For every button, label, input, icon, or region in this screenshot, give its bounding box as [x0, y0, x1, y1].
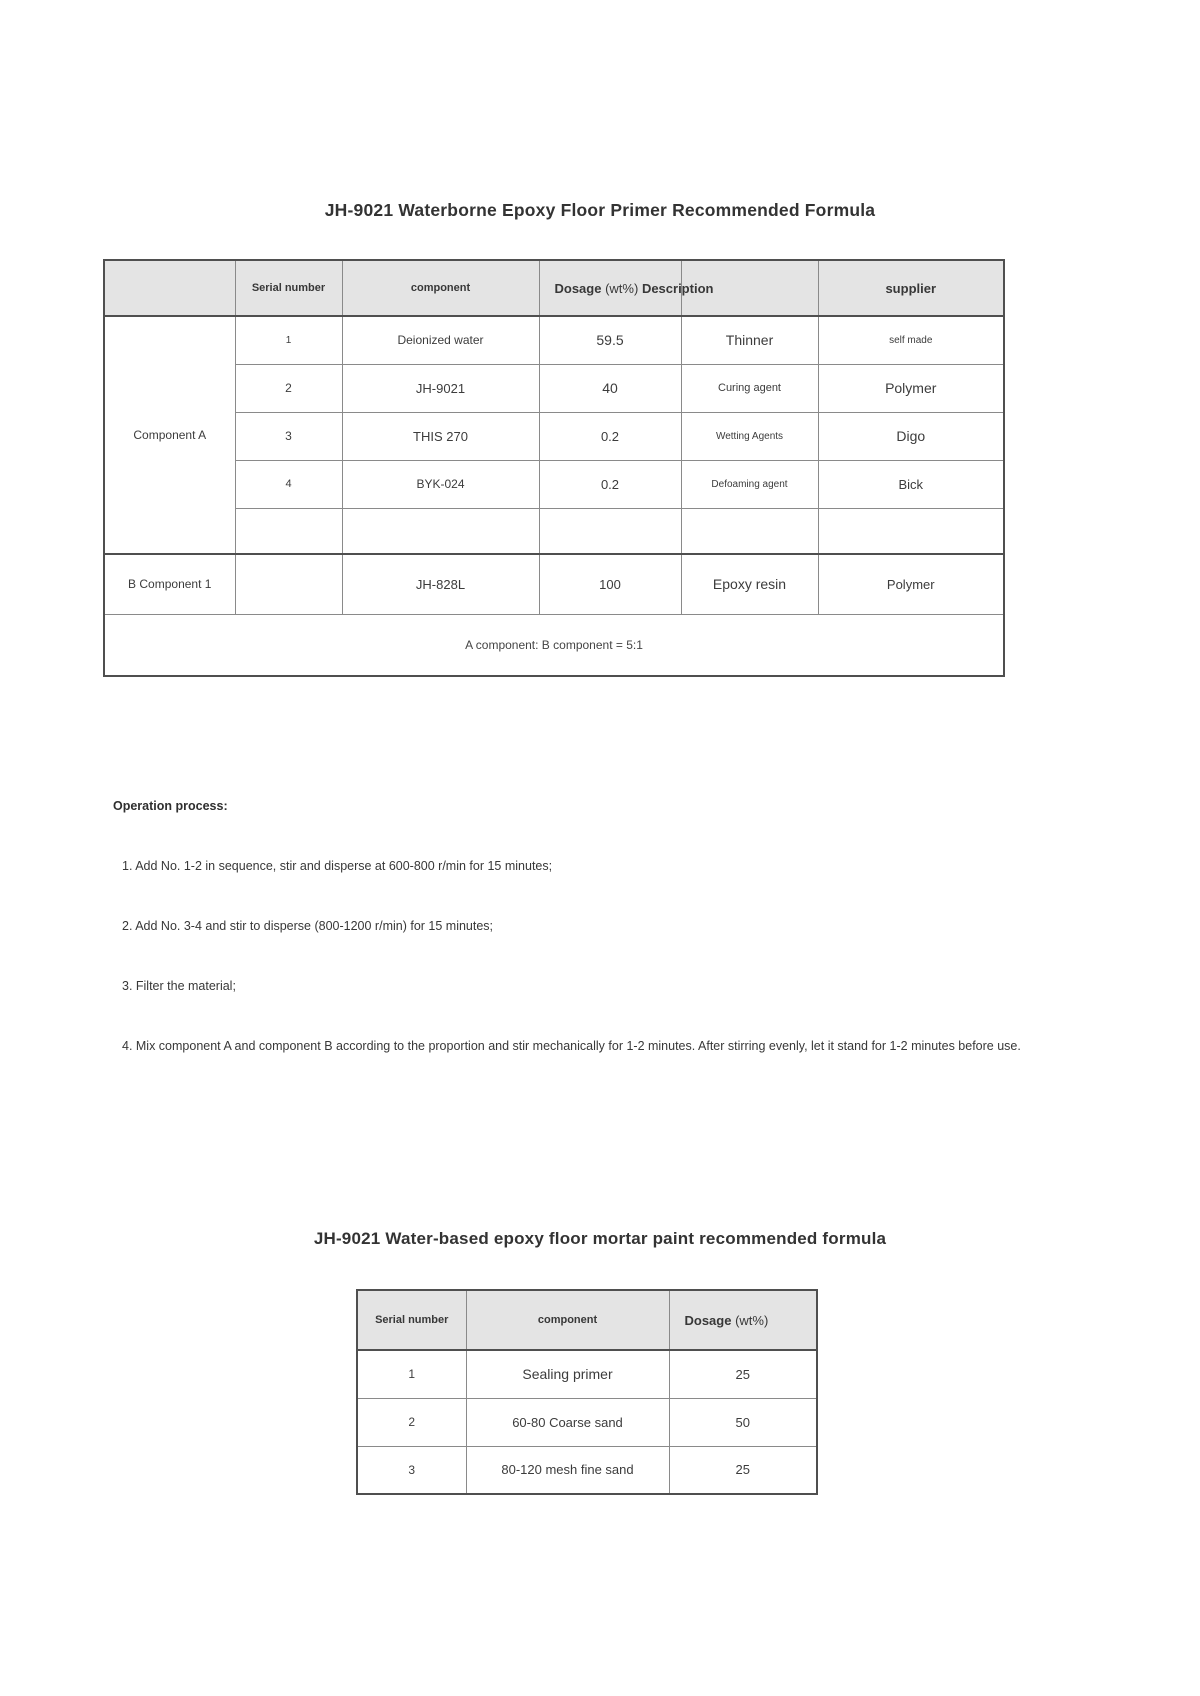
header-dosage-label: Dosage: [684, 1312, 732, 1328]
description-cell: Curing agent: [681, 364, 818, 412]
component-cell: THIS 270: [342, 412, 539, 460]
dosage-cell: 50: [669, 1398, 817, 1446]
description-cell: [681, 508, 818, 554]
supplier-cell: [818, 508, 1004, 554]
table-row: [104, 460, 1004, 508]
operation-step-3: 3. Filter the material;: [122, 979, 236, 993]
operation-step-2: 2. Add No. 3-4 and stir to disperse (800-1200 r/min) for 15 minutes;: [122, 919, 494, 933]
operation-step-1: 1. Add No. 1-2 in sequence, stir and disperse at 600-800 r/min for 15 minutes;: [122, 859, 553, 873]
component-cell: Deionized water: [342, 316, 539, 364]
serial-cell: [235, 508, 342, 554]
operation-step-4: 4. Mix component A and component B according to the proportion and stir mechanically for 1-2 minutes. After stirring evenly, let it stand for 1-2 minutes before use.: [122, 1039, 1021, 1053]
mortar-table-header-row: [357, 1290, 817, 1350]
header-supplier: supplier: [818, 260, 1004, 316]
dosage-cell: 25: [669, 1350, 817, 1398]
component-cell: JH-828L: [342, 554, 539, 614]
header-dosage: [669, 1290, 817, 1350]
dosage-cell: [539, 508, 681, 554]
component-cell: [342, 508, 539, 554]
ratio-note-row: [104, 614, 1004, 676]
dosage-cell: 59.5: [539, 316, 681, 364]
supplier-cell: Digo: [818, 412, 1004, 460]
component-cell: BYK-024: [342, 460, 539, 508]
primer-table-header-row: [104, 260, 1004, 316]
description-cell: Epoxy resin: [681, 554, 818, 614]
serial-cell: 1: [235, 316, 342, 364]
header-serial-number: Serial number: [357, 1290, 466, 1350]
header-dosage-description: [539, 260, 714, 316]
table-row: [357, 1398, 817, 1446]
table-row: [104, 316, 1004, 364]
supplier-cell: Polymer: [818, 554, 1004, 614]
supplier-cell: self made: [818, 316, 1004, 364]
dosage-cell: 100: [539, 554, 681, 614]
mortar-formula-table: [356, 1289, 818, 1495]
header-description-label: Description: [641, 280, 714, 296]
header-dosage-unit: (wt%): [735, 1312, 769, 1328]
description-cell: Thinner: [681, 316, 818, 364]
table-row-empty: [104, 508, 1004, 554]
serial-cell: 1: [357, 1350, 466, 1398]
serial-cell: 3: [357, 1446, 466, 1494]
header-serial-number: Serial number: [235, 260, 342, 316]
header-dosage-unit: (wt%): [605, 280, 639, 296]
component-b-row: [104, 554, 1004, 614]
description-cell: Wetting Agents: [681, 412, 818, 460]
mortar-formula-title: JH-9021 Water-based epoxy floor mortar paint recommended formula: [313, 1229, 887, 1248]
table-row: [357, 1446, 817, 1494]
operation-process-section: [113, 799, 1200, 1053]
supplier-cell: Polymer: [818, 364, 1004, 412]
serial-cell: 3: [235, 412, 342, 460]
serial-cell: [235, 554, 342, 614]
operation-process-heading: Operation process:: [113, 799, 228, 813]
description-cell: Defoaming agent: [681, 460, 818, 508]
component-cell: Sealing primer: [466, 1350, 669, 1398]
component-cell: 80-120 mesh fine sand: [466, 1446, 669, 1494]
header-group-cell: [104, 260, 235, 316]
table-row: [104, 412, 1004, 460]
component-a-group-cell: Component A: [104, 316, 235, 554]
header-component: component: [342, 260, 539, 316]
ratio-note: A component: B component = 5:1: [104, 614, 1004, 676]
primer-formula-table: [103, 259, 1005, 677]
serial-cell: 2: [235, 364, 342, 412]
serial-cell: 2: [357, 1398, 466, 1446]
primer-formula-title: JH-9021 Waterborne Epoxy Floor Primer Recommended Formula: [324, 200, 876, 220]
component-cell: 60-80 Coarse sand: [466, 1398, 669, 1446]
serial-cell: 4: [235, 460, 342, 508]
dosage-cell: 40: [539, 364, 681, 412]
supplier-cell: Bick: [818, 460, 1004, 508]
header-dosage-label: Dosage: [554, 280, 602, 296]
dosage-cell: 0.2: [539, 460, 681, 508]
dosage-cell: 25: [669, 1446, 817, 1494]
table-row: [357, 1350, 817, 1398]
component-b-group-cell: B Component 1: [104, 554, 235, 614]
component-cell: JH-9021: [342, 364, 539, 412]
table-row: [104, 364, 1004, 412]
dosage-cell: 0.2: [539, 412, 681, 460]
header-component: component: [466, 1290, 669, 1350]
